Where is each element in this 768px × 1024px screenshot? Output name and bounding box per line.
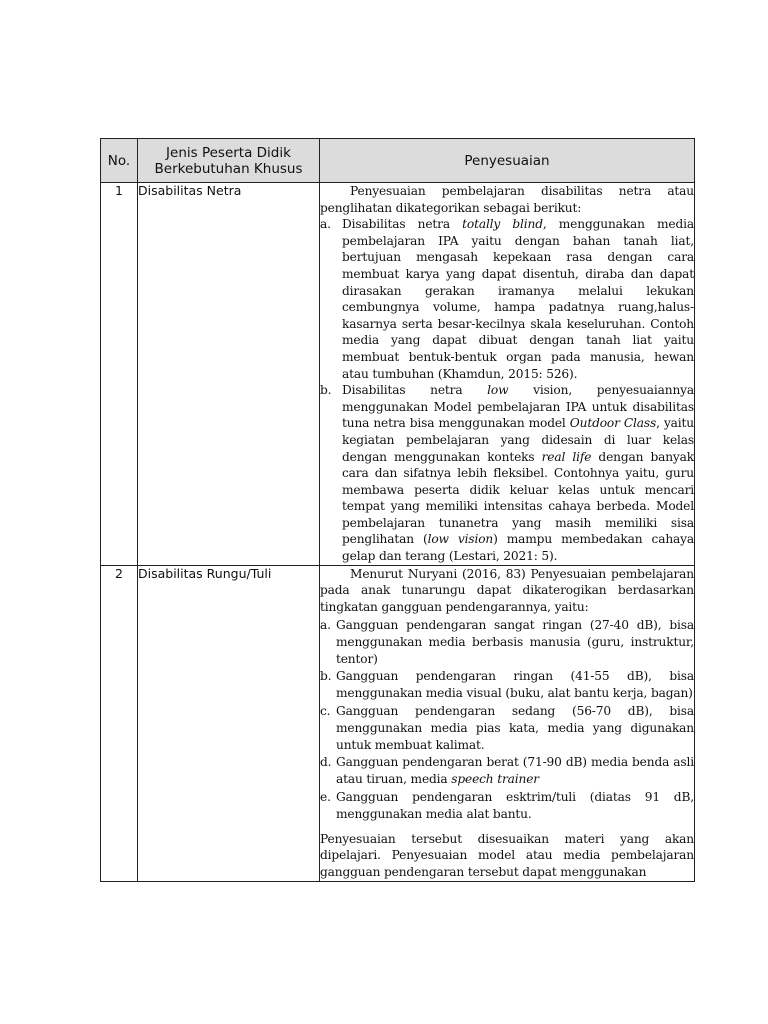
text-run: , yaitu kegiatan pembelajaran yang didesain di luar kelas dengan menggunakan konteks xyxy=(342,416,694,464)
row-penyesuaian xyxy=(320,565,695,881)
list-item xyxy=(320,617,694,667)
row-number: 2 xyxy=(101,565,138,881)
list-item xyxy=(320,703,694,753)
header-jenis xyxy=(138,139,320,183)
list-item xyxy=(320,789,694,823)
text-run: Gangguan pendengaran berat (71-90 dB) media benda asli atau tiruan, media xyxy=(336,755,694,787)
list-text xyxy=(342,382,694,565)
adjustment-list xyxy=(320,617,694,823)
list-label: e. xyxy=(320,790,331,805)
list-item xyxy=(320,382,694,565)
text-run: dengan banyak cara dan sifatnya lebih fleksibel. Contohnya yaitu, guru membawa peserta didik keluar kelas untuk mencari tempat yang memiliki intensitas cahaya berbeda. Model pembelajaran tunanetra yang masih memiliki sisa penglihatan ( xyxy=(342,449,694,547)
table-header-row xyxy=(101,139,695,183)
intro-paragraph: Menurut Nuryani (2016, 83) Penyesuaian pembelajaran pada anak tunarungu dapat dikaterogikan berdasarkan tingkatan gangguan pendengarannya, yaitu: xyxy=(320,566,694,615)
italic-run: speech trainer xyxy=(451,772,539,787)
list-label: c. xyxy=(320,704,331,719)
list-label: a. xyxy=(320,618,331,633)
list-label: a. xyxy=(320,217,331,232)
text-run: , menggunakan media pembelajaran IPA yaitu dengan bahan tanah liat, bertujuan mengasah kepekaan rasa dengan cara membuat karya yang dapat disentuh, diraba dan dapat dirasakan gerakan iramanya melalui lekukan cembungnya volume, hampa padatnya ruang,halus-kasarnya serta besar-kecilnya skala keseluruhan. Contoh media yang dapat dibuat dengan tanah liat yaitu membuat bentuk-bentuk organ pada manusia, hewan atau tumbuhan (Khamdun, 2015: 526). xyxy=(342,217,694,381)
list-label: b. xyxy=(320,383,332,398)
intro-paragraph: Penyesuaian pembelajaran disabilitas netra atau penglihatan dikategorikan sebagai berikut: xyxy=(320,184,694,215)
list-item xyxy=(320,754,694,788)
header-no: No. xyxy=(101,139,138,183)
italic-run: totally blind xyxy=(462,217,543,232)
list-label: d. xyxy=(320,755,332,770)
row-number: 1 xyxy=(101,183,138,566)
table-row xyxy=(101,565,695,881)
table-row xyxy=(101,183,695,566)
header-jenis-line2: Berkebutuhan Khusus xyxy=(154,160,303,177)
list-text: Gangguan pendengaran esktrim/tuli (diatas 91 dB, menggunakan media alat bantu. xyxy=(336,790,694,821)
row-jenis: Disabilitas Netra xyxy=(138,183,320,566)
text-run: Disabilitas netra xyxy=(342,217,463,232)
adjustment-list xyxy=(320,216,694,564)
header-jenis-line1: Jenis Peserta Didik xyxy=(166,144,291,161)
list-text: Gangguan pendengaran sedang (56-70 dB), bisa menggunakan media pias kata, media yang digunakan untuk membuat kalimat. xyxy=(336,704,694,752)
italic-run: low vision xyxy=(427,532,494,547)
list-label: b. xyxy=(320,669,332,684)
list-text: Gangguan pendengaran ringan (41-55 dB), bisa menggunakan media visual (buku, alat bantu kerja, bagan) xyxy=(336,669,694,701)
list-item xyxy=(320,668,694,702)
closing-paragraph: Penyesuaian tersebut disesuaikan materi yang akan dipelajari. Penyesuaian model atau media pembelajaran gangguan pendengaran tersebut dapat menggunakan xyxy=(320,831,694,880)
text-run: vision, penyesuaiannya menggunakan Model pembelajaran IPA untuk disabilitas tuna netra bisa menggunakan model xyxy=(342,383,694,431)
list-text xyxy=(342,216,694,382)
text-run: Disabilitas netra xyxy=(342,383,488,398)
text-run: ) mampu membedakan cahaya gelap dan terang (Lestari, 2021: 5). xyxy=(342,532,694,564)
italic-run: Outdoor Class xyxy=(569,416,657,431)
list-text: Gangguan pendengaran sangat ringan (27-40 dB), bisa menggunakan media berbasis manusia (guru, instruktur, tentor) xyxy=(336,618,694,666)
list-text xyxy=(336,754,694,788)
row-jenis: Disabilitas Rungu/Tuli xyxy=(138,565,320,881)
header-penyesuaian: Penyesuaian xyxy=(320,139,695,183)
italic-run: low xyxy=(487,383,509,398)
list-item xyxy=(320,216,694,382)
row-penyesuaian xyxy=(320,183,695,566)
italic-run: real life xyxy=(541,449,592,464)
adjustment-table xyxy=(100,138,695,882)
